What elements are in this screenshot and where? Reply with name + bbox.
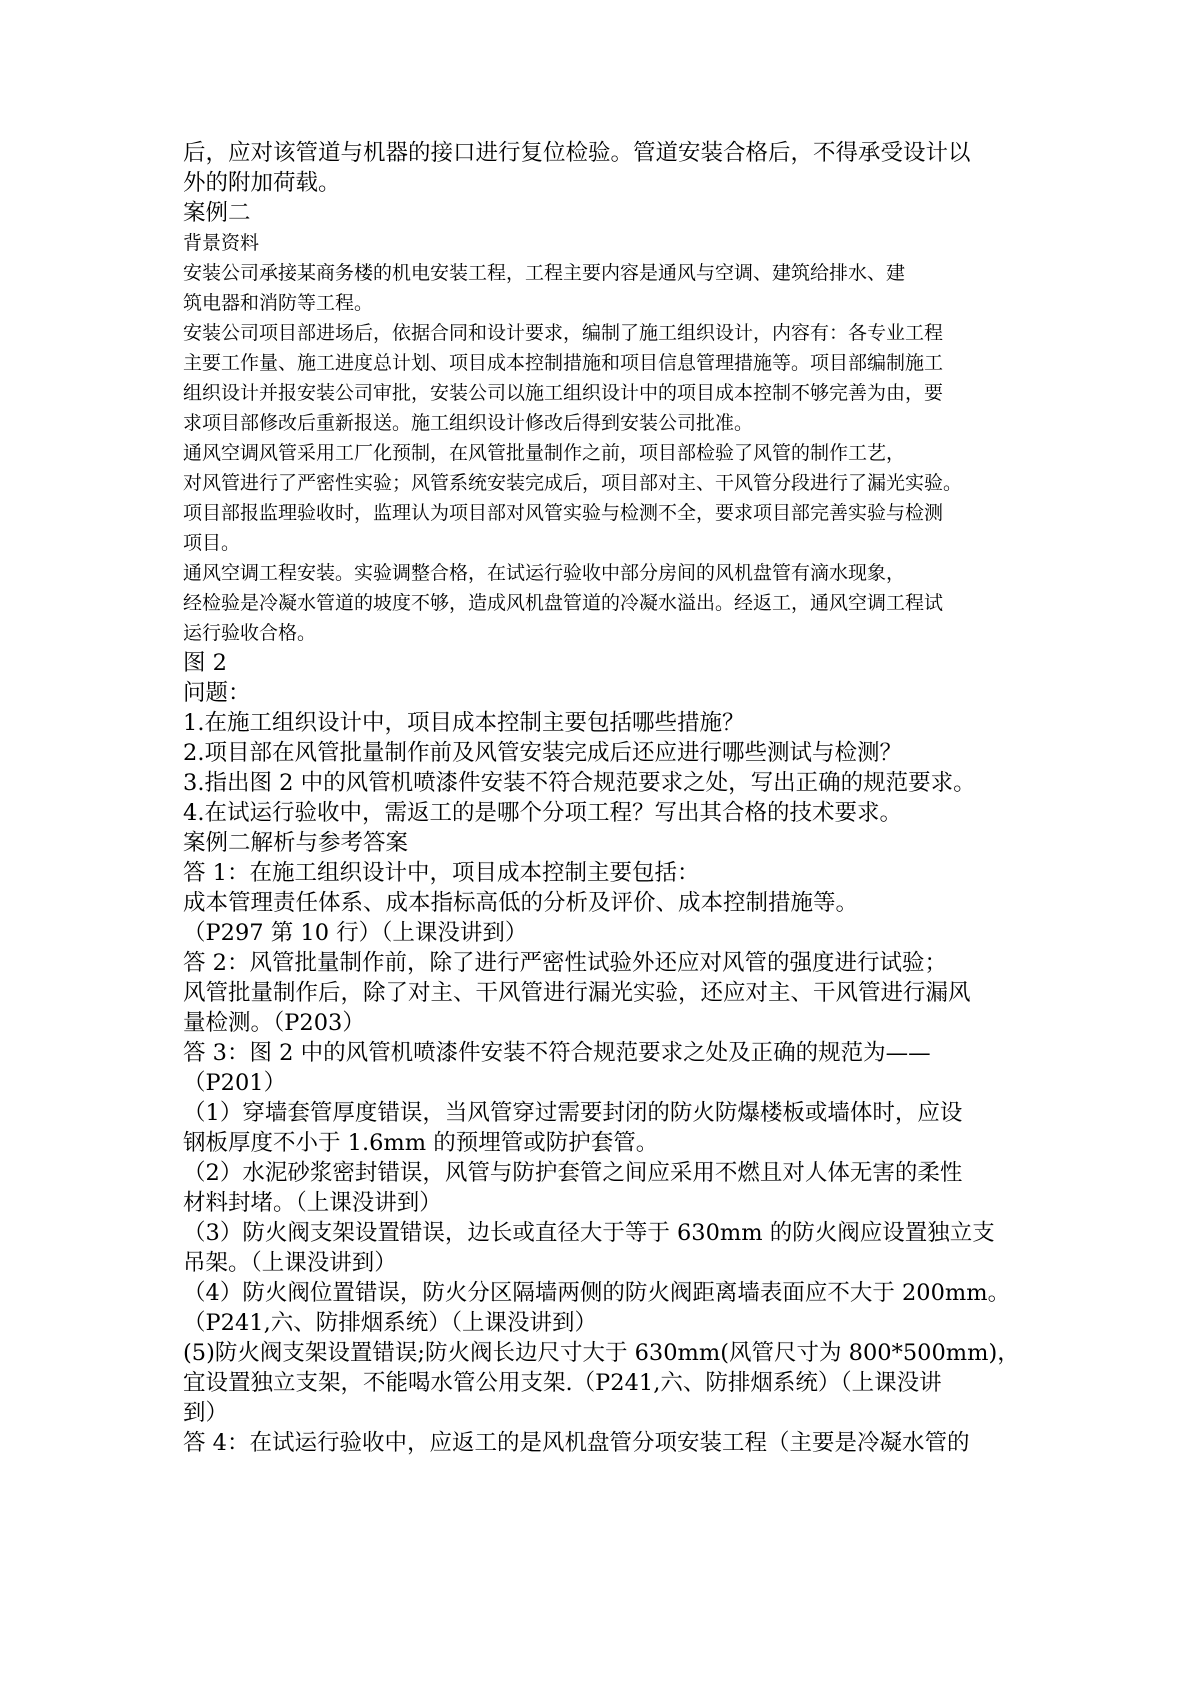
text-line: 1.在施工组织设计中，项目成本控制主要包括哪些措施？ [183, 710, 745, 736]
text-line: 材料封堵。（上课没讲到） [183, 1190, 442, 1216]
text-line: （4）防火阀位置错误，防火分区隔墙两侧的防火阀距离墙表面应不大于 200mm。 [183, 1280, 1011, 1306]
text-line: （P201） [183, 1070, 287, 1096]
text-line: 钢板厚度不小于 1.6mm 的预埋管或防护套管。 [183, 1130, 659, 1156]
text-line: 组织设计并报安装公司审批，安装公司以施工组织设计中的项目成本控制不够完善为由，要 [183, 382, 944, 404]
text-line: 到） [183, 1400, 229, 1426]
text-line: 4.在试运行验收中，需返工的是哪个分项工程？写出其合格的技术要求。 [183, 800, 902, 826]
text-line: 3.指出图 2 中的风管机喷漆件安装不符合规范要求之处，写出正确的规范要求。 [183, 770, 976, 796]
text-line: 项目部报监理验收时，监理认为项目部对风管实验与检测不全，要求项目部完善实验与检测 [183, 502, 944, 524]
text-line: 宜设置独立支架，不能喝水管公用支架.（P241,六、防排烟系统）（上课没讲 [183, 1370, 942, 1396]
text-line: 答 3：图 2 中的风管机喷漆件安装不符合规范要求之处及正确的规范为—— [183, 1040, 931, 1066]
text-line: （3）防火阀支架设置错误，边长或直径大于等于 630mm 的防火阀应设置独立支 [183, 1220, 995, 1246]
text-line: 风管批量制作后，除了对主、干风管进行漏光实验，还应对主、干风管进行漏风 [183, 980, 971, 1006]
text-line: （P241,六、防排烟系统）（上课没讲到） [183, 1310, 597, 1336]
text-line: 主要工作量、施工进度总计划、项目成本控制措施和项目信息管理措施等。项目部编制施工 [183, 352, 944, 374]
text-line: (5)防火阀支架设置错误;防火阀长边尺寸大于 630mm(风管尺寸为 800*500mm)， [183, 1340, 1020, 1366]
text-line: 案例二 [183, 200, 251, 226]
text-line: 求项目部修改后重新报送。施工组织设计修改后得到安装公司批准。 [183, 412, 754, 434]
text-line: 对风管进行了严密性实验；风管系统安装完成后，项目部对主、干风管分段进行了漏光实验。 [183, 472, 963, 494]
text-line: 筑电器和消防等工程。 [183, 292, 374, 314]
document-body [183, 138, 1020, 1458]
text-line: （P297 第 10 行）（上课没讲到） [183, 920, 528, 946]
text-line: 图 2 [183, 650, 227, 676]
text-line: 安装公司项目部进场后，依据合同和设计要求，编制了施工组织设计，内容有：各专业工程 [183, 322, 944, 344]
text-line: （1）穿墙套管厚度错误，当风管穿过需要封闭的防火防爆楼板或墙体时，应设 [183, 1100, 963, 1126]
text-line: 案例二解析与参考答案 [183, 830, 409, 856]
text-line: 通风空调工程安装。实验调整合格，在试运行验收中部分房间的风机盘管有滴水现象， [183, 562, 906, 584]
text-line: 问题： [183, 680, 251, 706]
text-line: 量检测。（P203） [183, 1010, 365, 1036]
text-line: 安装公司承接某商务楼的机电安装工程，工程主要内容是通风与空调、建筑给排水、建 [183, 262, 906, 284]
text-line: 成本管理责任体系、成本指标高低的分析及评价、成本控制措施等。 [183, 890, 859, 916]
text-line: 吊架。（上课没讲到） [183, 1250, 397, 1276]
text-line: 项目。 [183, 532, 241, 554]
text-line: 2.项目部在风管批量制作前及风管安装完成后还应进行哪些测试与检测？ [183, 740, 902, 766]
text-line: 后，应对该管道与机器的接口进行复位检验。管道安装合格后，不得承受设计以 [183, 140, 971, 166]
text-line: 经检验是冷凝水管道的坡度不够，造成风机盘管道的冷凝水溢出。经返工，通风空调工程试 [183, 592, 944, 614]
text-line: 外的附加荷载。 [183, 170, 341, 196]
text-line: 运行验收合格。 [183, 622, 317, 644]
text-line: 通风空调风管采用工厂化预制，在风管批量制作之前，项目部检验了风管的制作工艺， [183, 442, 906, 464]
text-line: 答 1：在施工组织设计中，项目成本控制主要包括： [183, 860, 700, 886]
text-line: 背景资料 [183, 232, 260, 254]
text-line: 答 4：在试运行验收中，应返工的是风机盘管分项安装工程（主要是冷凝水管的 [183, 1430, 970, 1456]
text-line: （2）水泥砂浆密封错误，风管与防护套管之间应采用不燃且对人体无害的柔性 [183, 1160, 963, 1186]
text-line: 答 2：风管批量制作前，除了进行严密性试验外还应对风管的强度进行试验； [183, 950, 947, 976]
